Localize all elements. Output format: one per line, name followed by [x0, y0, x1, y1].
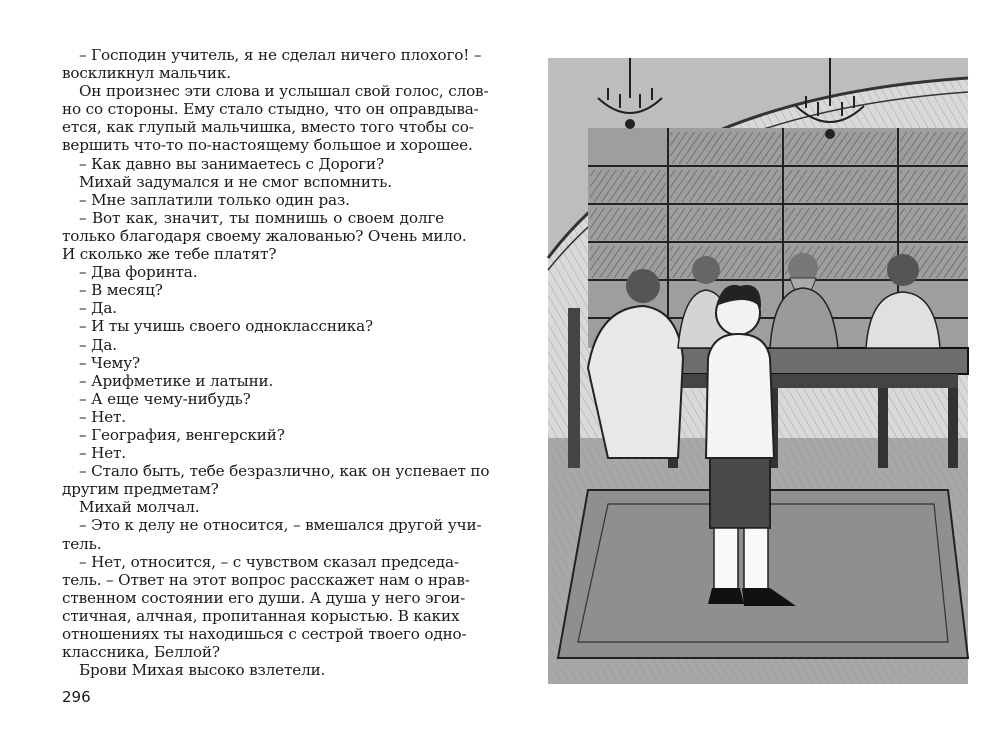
text-line: – Да.	[79, 299, 117, 318]
text-line: – Чему?	[79, 353, 140, 372]
illustration-tribunal-scene	[548, 58, 968, 684]
text-line: Он произнес эти слова и услышал свой голос, слов-	[79, 82, 489, 101]
text-line: ственном состоянии его души. А душа у него эгои-	[62, 588, 466, 607]
text-line: – Господин учитель, я не сделал ничего плохого! –	[79, 46, 482, 64]
text-line: – Стало быть, тебе безразлично, как он успевает по	[79, 462, 490, 481]
text-line: Михай молчал.	[79, 498, 200, 517]
text-line: – Вот как, значит, ты помнишь о своем долге	[79, 208, 444, 227]
text-line: только благодаря своему жалованью? Очень мило.	[62, 226, 467, 245]
text-line: воскликнул мальчик.	[62, 64, 231, 83]
text-line: другим предметам?	[62, 480, 219, 499]
text-line: – Нет.	[79, 444, 126, 463]
text-line: – И ты учишь своего одноклассника?	[79, 317, 374, 336]
text-line: стичная, алчная, пропитанная корыстью. В каких	[62, 606, 460, 625]
text-line: но со стороны. Ему стало стыдно, что он оправдыва-	[62, 100, 479, 119]
page-text	[62, 46, 490, 680]
text-line: – География, венгерский?	[79, 425, 285, 444]
text-line: тель.	[62, 534, 102, 553]
text-line: – Два форинта.	[79, 263, 198, 282]
text-line: тель. – Ответ на этот вопрос расскажет нам о нрав-	[62, 570, 470, 589]
page-number: 296	[62, 688, 91, 706]
text-line: – Да.	[79, 335, 117, 354]
text-line: отношениях ты находишься с сестрой твоего одно-	[62, 625, 467, 643]
text-line: – Это к делу не относится, – вмешался другой учи-	[79, 516, 482, 535]
text-line: – В месяц?	[79, 281, 163, 300]
text-line: – А еще чему-нибудь?	[79, 389, 251, 408]
text-line: ется, как глупый мальчишка, вместо того чтобы со-	[62, 118, 474, 137]
text-line: вершить что-то по-настоящему большое и хорошее.	[62, 136, 473, 155]
text-line: – Как давно вы занимаетесь с Дороги?	[79, 154, 385, 173]
text-line: – Мне заплатили только один раз.	[79, 190, 350, 209]
text-line: – Нет, относится, – с чувством сказал председа-	[79, 552, 459, 571]
text-line: классника, Беллой?	[62, 643, 220, 662]
text-line: – Нет.	[79, 407, 126, 426]
text-line: Михай задумался и не смог вспомнить.	[79, 172, 392, 191]
text-line: И сколько же тебе платят?	[62, 245, 277, 264]
text-line: – Арифметике и латыни.	[79, 371, 274, 390]
text-line: Брови Михая высоко взлетели.	[79, 661, 326, 680]
